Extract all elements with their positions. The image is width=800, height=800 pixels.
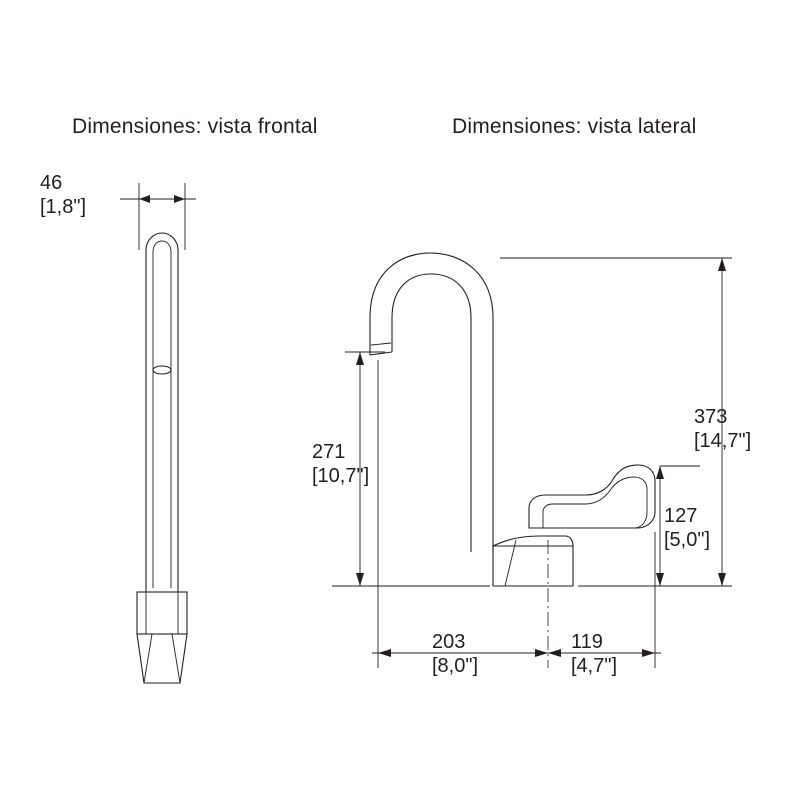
dimension-value-mm: 46 bbox=[40, 172, 63, 194]
dimension-label-spout-height bbox=[312, 440, 369, 489]
dimension-value-mm: 271 bbox=[312, 441, 346, 463]
dimension-value-inch: [5,0"] bbox=[664, 529, 711, 552]
faucet-side-elevation bbox=[332, 253, 732, 668]
dimension-value-inch: [14,7"] bbox=[694, 430, 752, 453]
dimension-value-inch: [4,7"] bbox=[571, 655, 618, 678]
dimension-value-inch: [8,0"] bbox=[432, 655, 479, 678]
front-view-title: Dimensiones: vista frontal bbox=[72, 115, 318, 138]
dimension-value-mm: 127 bbox=[664, 505, 698, 527]
dimension-label-width-top bbox=[40, 171, 86, 220]
dimension-label-handle-height bbox=[664, 504, 710, 553]
dimension-value-inch: [1,8"] bbox=[40, 196, 87, 219]
dimension-label-spout-reach bbox=[432, 630, 478, 679]
faucet-front-elevation bbox=[120, 183, 196, 683]
dimension-value-mm: 203 bbox=[432, 631, 466, 653]
dimension-value-inch: [10,7"] bbox=[312, 465, 370, 488]
dimension-value-mm: 119 bbox=[571, 631, 603, 653]
side-view-title: Dimensiones: vista lateral bbox=[452, 115, 697, 138]
dimension-value-mm: 373 bbox=[694, 406, 728, 428]
dimension-label-total-height bbox=[694, 405, 751, 454]
dimension-label-handle-depth bbox=[571, 630, 617, 679]
